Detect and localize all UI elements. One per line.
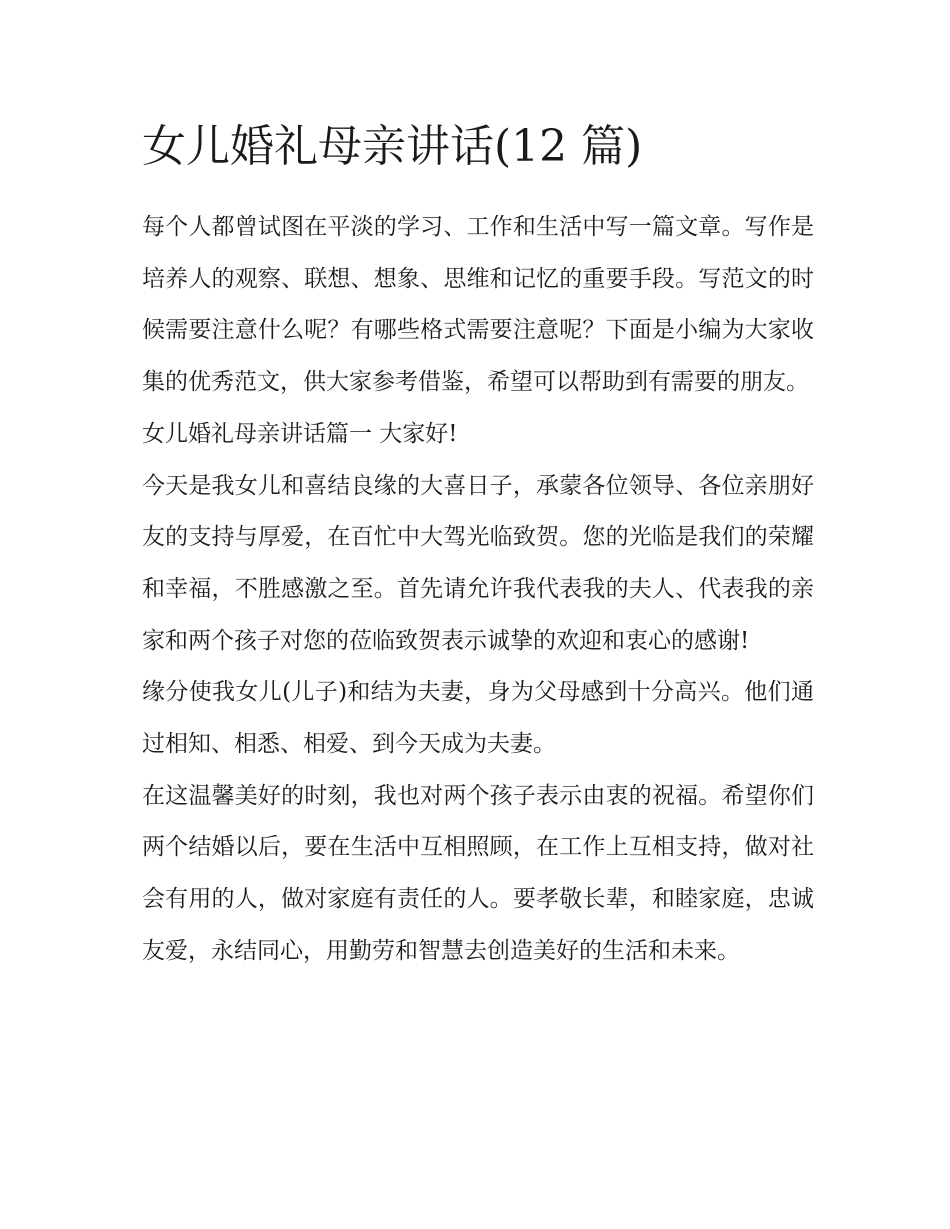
intro-paragraph: 每个人都曾试图在平淡的学习、工作和生活中写一篇文章。写作是培养人的观察、联想、想象、思维和记忆的重要手段。写范文的时候需要注意什么呢？有哪些格式需要注意呢？下面是小编为大家收集的优秀范文，供大家参考借鉴，希望可以帮助到有需要的朋友。 (142, 214, 814, 396)
body-paragraph: 今天是我女儿和喜结良缘的大喜日子，承蒙各位领导、各位亲朋好友的支持与厚爱，在百忙中大驾光临致贺。您的光临是我们的荣耀和幸福，不胜感激之至。首先请允许我代表我的夫人、代表我的亲家和两个孩子对您的莅临致贺表示诚挚的欢迎和衷心的感谢! (142, 472, 814, 654)
body-paragraph: 缘分使我女儿(儿子)和结为夫妻，身为父母感到十分高兴。他们通过相知、相悉、相爱、到今天成为夫妻。 (142, 679, 814, 758)
document-body (142, 112, 814, 978)
body-paragraph: 在这温馨美好的时刻，我也对两个孩子表示由衷的祝福。希望你们两个结婚以后，要在生活中互相照顾，在工作上互相支持，做对社会有用的人，做对家庭有责任的人。要孝敬长辈，和睦家庭，忠诚友爱，永结同心，用勤劳和智慧去创造美好的生活和未来。 (142, 782, 814, 964)
section-heading-paragraph: 女儿婚礼母亲讲话篇一 大家好! (142, 420, 458, 447)
document-title: 女儿婚礼母亲讲话(12 篇) (142, 121, 643, 172)
